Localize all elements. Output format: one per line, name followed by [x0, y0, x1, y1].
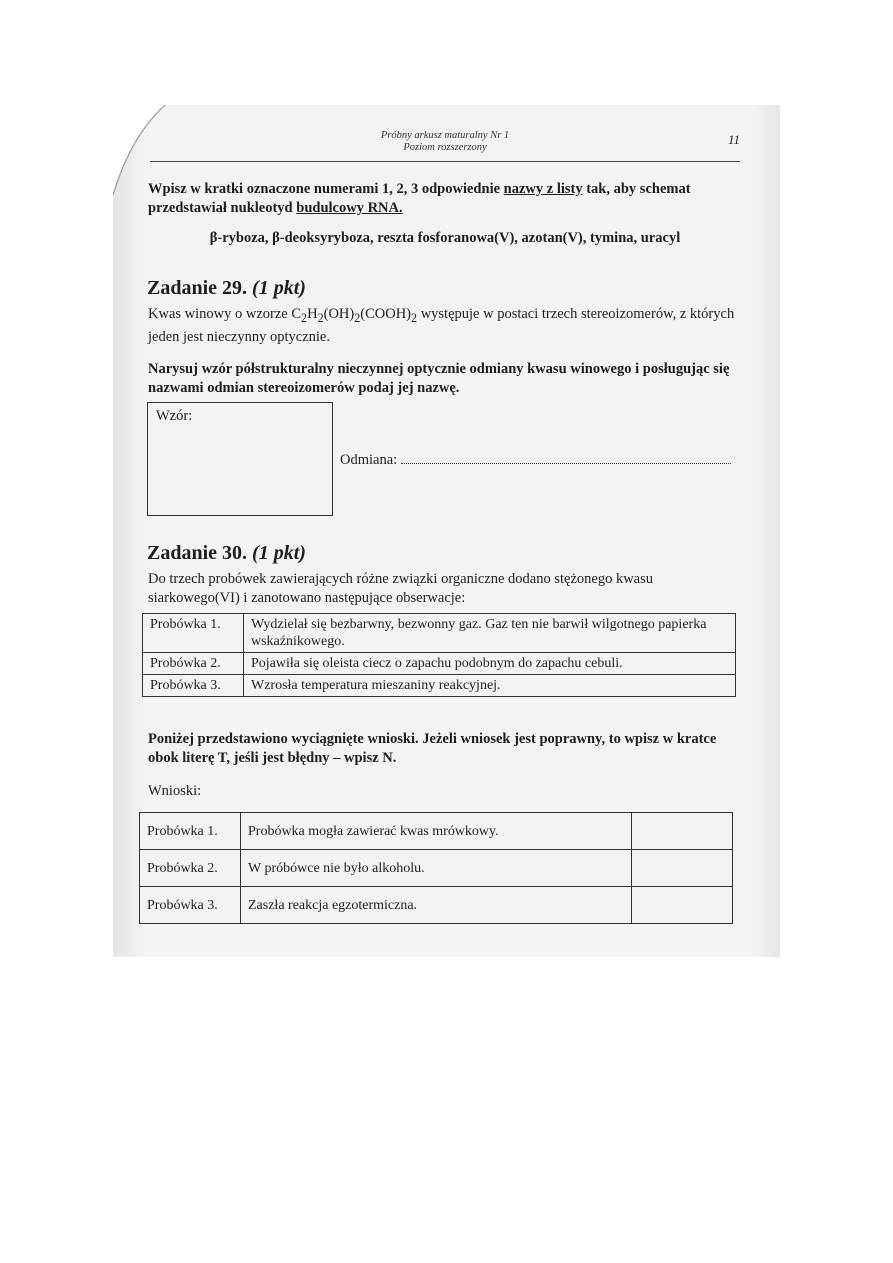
- task30-title: Zadanie 30. (1 pkt): [147, 542, 306, 564]
- formula-answer-box[interactable]: [147, 402, 333, 516]
- header-subtitle: Poziom rozszerzony: [403, 142, 487, 153]
- table-row: [143, 653, 736, 675]
- odmiana-label: Odmiana:: [340, 452, 398, 468]
- tube-label: Probówka 3.: [140, 887, 241, 924]
- table-row: [140, 813, 733, 850]
- formula-box-label: Wzór:: [156, 408, 193, 424]
- answer-box-2[interactable]: [632, 850, 733, 887]
- page-header: [150, 130, 740, 164]
- observations-table: [142, 613, 736, 697]
- answer-box-3[interactable]: [632, 887, 733, 924]
- answer-box-1[interactable]: [632, 813, 733, 850]
- conclusions-label: Wnioski:: [148, 783, 202, 799]
- tube-label: Probówka 3.: [143, 675, 244, 697]
- task29-instruction: Narysuj wzór półstrukturalny nieczynnej optycznie odmiany kwasu winowego i posługując się nazwami odmian stereoizomerów podaj jej nazwę.: [148, 361, 730, 396]
- table-row: [143, 614, 736, 653]
- header-title: Próbny arkusz maturalny Nr 1: [380, 130, 510, 141]
- budulcowy-rna-underline: budulcowy RNA.: [296, 200, 403, 216]
- tube-label: Probówka 2.: [140, 850, 241, 887]
- task28-instruction: Wpisz w kratki oznaczone numerami 1, 2, 3 odpowiednie nazwy z listy tak, aby schemat przedstawiał nukleotyd budulcowy RNA.: [148, 181, 691, 216]
- tube-label: Probówka 2.: [143, 653, 244, 675]
- odmiana-answer-line[interactable]: [401, 451, 731, 464]
- observation-text: Pojawiła się oleista ciecz o zapachu podobnym do zapachu cebuli.: [244, 653, 736, 675]
- nazwy-z-listy-underline: nazwy z listy: [503, 181, 583, 197]
- tube-label: Probówka 1.: [143, 614, 244, 653]
- task29-intro: Kwas winowy o wzorze $C_2H_2(OH)_2(COOH)_2$ występuje w postaci trzech stereoizomerów, z których jeden jest nieczynny optycznie.: [148, 306, 735, 345]
- observation-text: Wzrosła temperatura mieszaniny reakcyjnej.: [244, 675, 736, 697]
- task30-intro: Do trzech probówek zawierających różne związki organiczne dodano stężonego kwasu siarkowego(VI) i zanotowano następujące obserwacje:: [148, 571, 653, 606]
- task29-title: Zadanie 29. (1 pkt): [147, 277, 306, 299]
- task30-instruction: Poniżej przedstawiono wyciągnięte wnioski. Jeżeli wniosek jest poprawny, to wpisz w kratce obok literę T, jeśli jest błędny – wpisz N.: [148, 731, 717, 766]
- observation-text: Wydzielał się bezbarwny, bezwonny gaz. Gaz ten nie barwił wilgotnego papierka wskaźnikowego.: [244, 614, 736, 653]
- header-rule: [150, 161, 740, 162]
- tube-label: Probówka 1.: [140, 813, 241, 850]
- conclusion-text: Probówka mogła zawierać kwas mrówkowy.: [241, 813, 632, 850]
- conclusion-text: Zaszła reakcja egzotermiczna.: [241, 887, 632, 924]
- odmiana-answer: [340, 451, 731, 469]
- task28-options-list: β-ryboza, β-deoksyryboza, reszta fosforanowa(V), azotan(V), tymina, uracyl: [209, 230, 681, 246]
- page-number: 11: [727, 132, 740, 147]
- table-row: [140, 850, 733, 887]
- table-row: [143, 675, 736, 697]
- table-row: [140, 887, 733, 924]
- conclusion-text: W próbówce nie było alkoholu.: [241, 850, 632, 887]
- conclusions-table: [139, 812, 733, 924]
